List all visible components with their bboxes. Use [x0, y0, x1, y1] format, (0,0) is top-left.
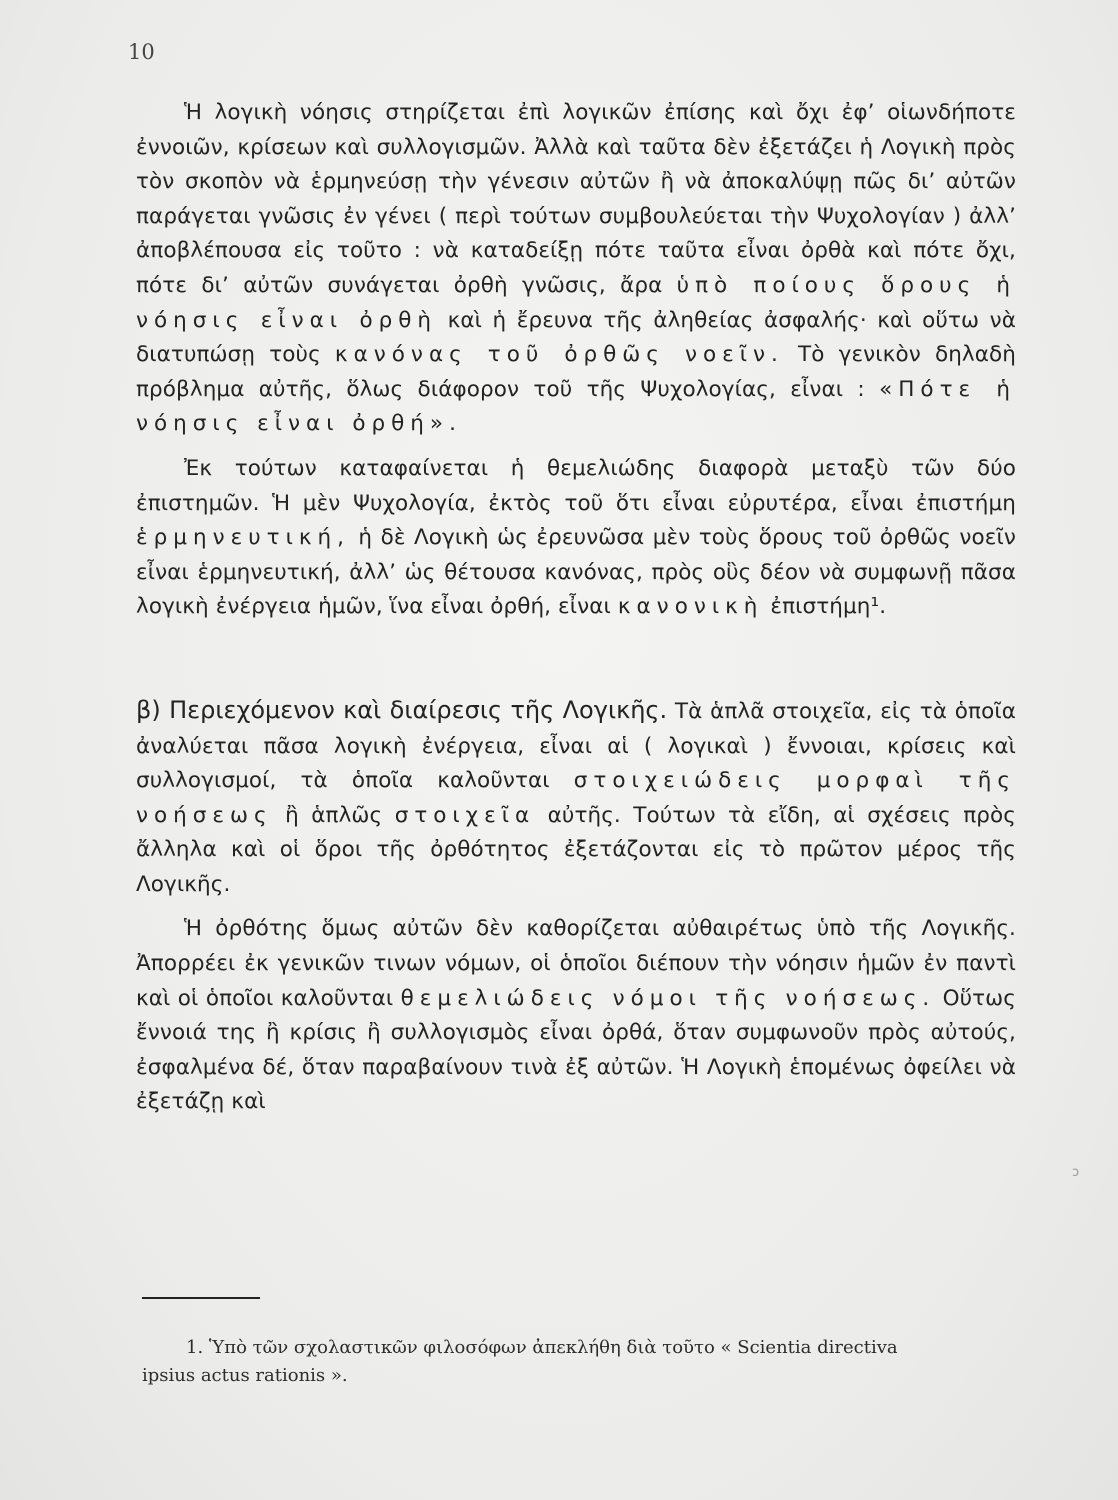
paragraph-laws [136, 912, 1016, 1120]
emphasis-spaced: κανόνας τοῦ ὀρθῶς νοεῖν. [334, 342, 784, 368]
emphasis-spaced: κανονικὴ [617, 594, 764, 620]
emphasis-spaced: στοιχειώδεις μορφαὶ τῆς νοήσεως [136, 768, 1016, 828]
text-run: Ἐκ τούτων καταφαίνεται ἡ θεμελιώδης διαφορὰ μεταξὺ τῶν δύο ἐπιστημῶν. Ἡ μὲν Ψυχολογία, ἐκτὸς τοῦ ὅτι εἶναι εὐρυτέρα, εἶναι ἐπιστήμη [136, 455, 1016, 516]
emphasis-spaced: ὑπὸ ποίους ὅρους ἡ νόησις εἶναι ὀρθὴ [136, 272, 1016, 333]
text-run: Τὸ γενικὸν δηλαδὴ πρόβλημα αὐτῆς, ὅλως διάφορον τοῦ τῆς Ψυχολογίας, εἶναι : [136, 342, 1016, 402]
text-run: ἡ δὲ Λογικὴ ὡς ἐρευνῶσα μὲν τοὺς ὅρους τοῦ ὀρθῶς νοεῖν εἶναι ἑρμηνευτική, ἀλλ’ ὡς θέτουσα κανόνας, πρὸς οὓς δέον νὰ συμφωνῇ πᾶσα λογικὴ ἐνέργεια ἡμῶν, ἵνα εἶναι ὀρθή, εἶναι [136, 525, 1016, 620]
paragraph-section-content [136, 693, 1016, 903]
text-run: Τὰ ἁπλᾶ στοιχεῖα, εἰς τὰ ὁποῖα ἀναλύεται πᾶσα λογικὴ ἐνέργεια, εἶναι αἱ ( λογικαὶ ) ἔννοιαι, κρίσεις καὶ συλλογισμοί, τὰ ὁποῖα καλοῦνται [136, 698, 1016, 794]
footnote-continuation: ipsius actus rationis ». [142, 1365, 348, 1386]
section-heading: β) Περιεχόμενον καὶ διαίρεσις τῆς Λογικῆς. [136, 695, 668, 724]
paragraph-difference [136, 452, 1016, 625]
footnote-text: Ὑπὸ τῶν σχολαστικῶν φιλοσόφων ἀπεκλήθη διὰ τοῦτο « Scientia directiva [208, 1337, 898, 1358]
footnote-divider [142, 1297, 260, 1299]
text-run: αὐτῆς. Τούτων τὰ εἴδη, αἱ σχέσεις πρὸς ἄλληλα καὶ οἱ ὅροι τῆς ὀρθότητος ἐξετάζονται εἰς τὸ πρῶτον μέρος τῆς Λογικῆς. [136, 802, 1017, 897]
text-run: ἐπιστήμη¹. [770, 594, 887, 620]
body-text [136, 96, 1016, 1120]
emphasis-spaced: στοιχεῖα [394, 802, 536, 828]
paragraph-logic-definition [136, 96, 1016, 442]
text-run: καὶ ἡ ἔρευνα τῆς ἀληθείας ἀσφαλής· καὶ οὕτω νὰ διατυπώσῃ τοὺς [136, 307, 1017, 368]
text-run: Ἡ λογικὴ νόησις στηρίζεται ἐπὶ λογικῶν ἐπίσης καὶ ὄχι ἐφ’ οἱωνδήποτε ἐννοιῶν, κρίσεων καὶ συλλογισμῶν. Ἀλλὰ καὶ ταῦτα δὲν ἐξετάζει ἡ Λογικὴ πρὸς τὸν σκοπὸν νὰ ἑρμηνεύσῃ τὴν γένεσιν αὐτῶν ἢ νὰ ἀποκαλύψῃ πῶς δι’ αὐτῶν παράγεται γνῶσις ἐν γένει ( περὶ τούτων συμβουλεύεται τὴν Ψυχολογίαν ) ἀλλ’ ἀποβλέπουσα εἰς τοῦτο : νὰ καταδείξῃ πότε ταῦτα εἶναι ὀρθὰ καὶ πότε ὄχι, πότε δι’ αὐτῶν συνάγεται ὀρθὴ γνῶσις, ἄρα [136, 100, 1016, 298]
footnote-number: 1. [186, 1337, 204, 1358]
margin-mark: ↄ [1072, 1165, 1080, 1180]
emphasis-spaced: «Πότε ἡ νόησις εἶναι ὀρθή». [136, 376, 1016, 437]
text-run: ἢ ἁπλῶς [285, 802, 383, 828]
text-run: Οὕτως ἔννοιά της ἢ κρίσις ἢ συλλογισμὸς εἶναι ὀρθά, ὅταν συμφωνοῦν πρὸς αὐτούς, ἐσφαλμένα δέ, ὅταν παραβαίνουν τινὰ ἐξ αὐτῶν. Ἡ Λογικὴ ἑπομένως ὀφείλει νὰ ἐξετάζῃ καὶ [136, 985, 1016, 1115]
text-run: Ἡ ὀρθότης ὅμως αὐτῶν δὲν καθορίζεται αὐθαιρέτως ὑπὸ τῆς Λογικῆς. Ἀπορρέει ἐκ γενικῶν τινων νόμων, οἱ ὁποῖοι διέπουν τὴν νόησιν ἡμῶν ἐν παντὶ καὶ οἱ ὁποῖοι καλοῦνται [136, 916, 1016, 1011]
page-number: 10 [128, 40, 155, 64]
emphasis-spaced: θεμελιώδεις νόμοι τῆς νοήσεως. [400, 985, 936, 1011]
emphasis-spaced: ἑρμηνευτική, [136, 525, 350, 551]
footnote [142, 1334, 1022, 1390]
